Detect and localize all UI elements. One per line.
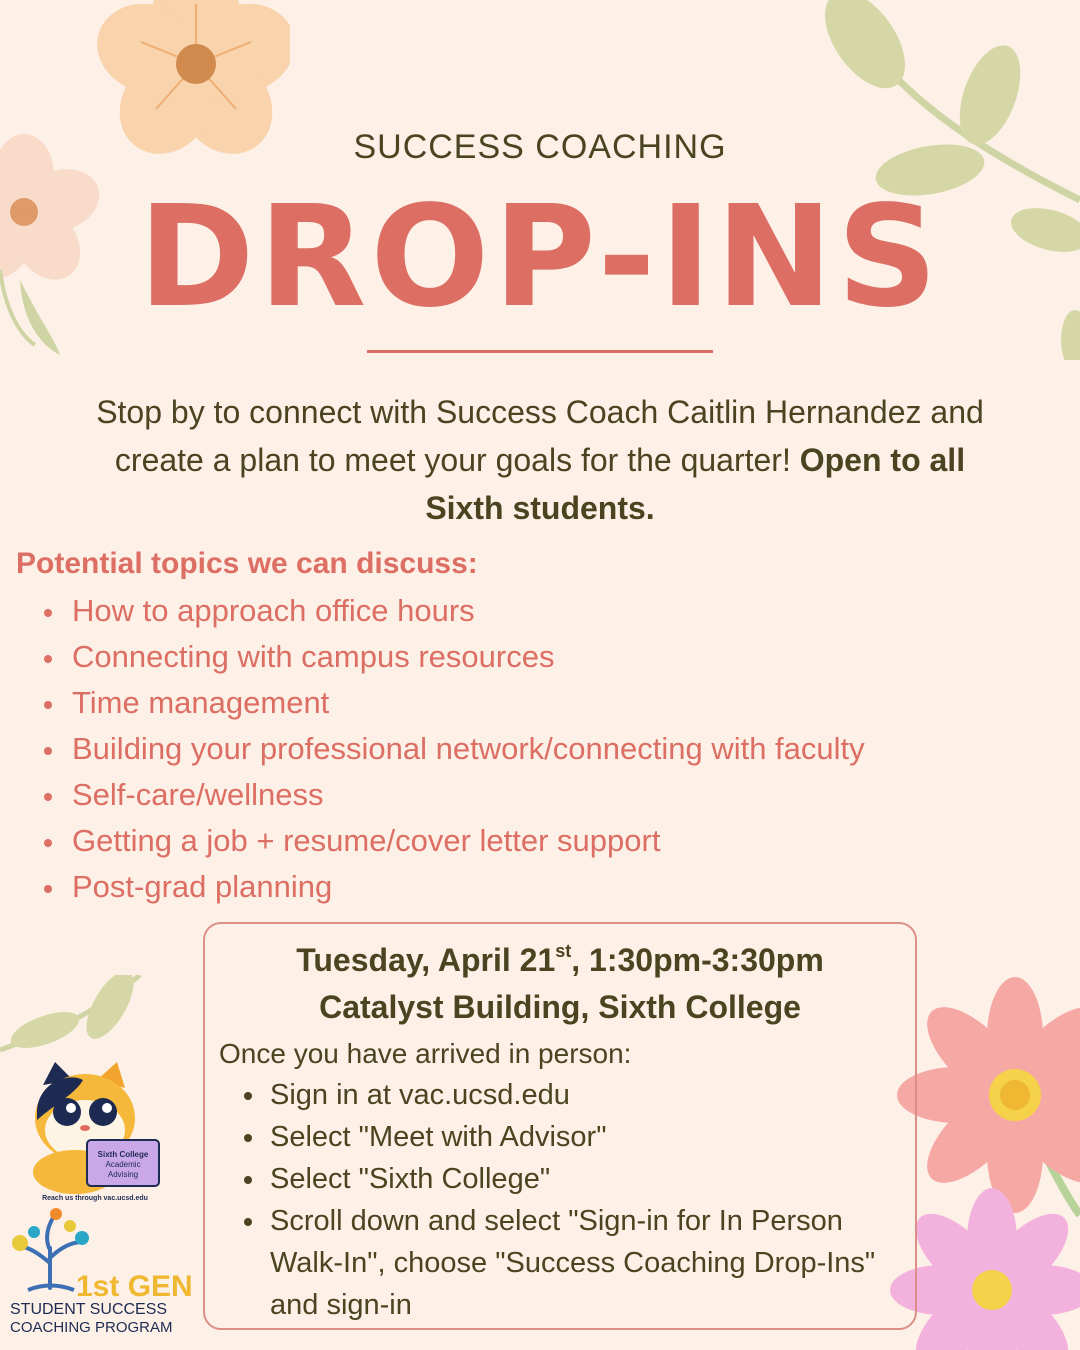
list-item: Connecting with campus resources: [40, 634, 865, 680]
intro-line-2: [30, 436, 1050, 484]
list-item: Select "Meet with Advisor": [236, 1116, 906, 1158]
title-divider: [367, 350, 713, 353]
event-location: Catalyst Building, Sixth College: [319, 989, 801, 1025]
mascot-logo: [25, 1060, 165, 1205]
list-item: Post-grad planning: [40, 864, 865, 910]
mascot-caption: Reach us through vac.ucsd.edu: [42, 1195, 148, 1202]
intro-line-2-emphasis: Open to all: [799, 442, 966, 478]
event-date-time: [203, 938, 917, 982]
intro-line-2-text: create a plan to meet your goals for the quarter!: [114, 442, 800, 478]
list-item: Scroll down and select "Sign-in for In Person Walk-In", choose "Success Coaching Drop-Ins" and sign-in: [236, 1200, 906, 1326]
event-eyebrow: SUCCESS COACHING: [353, 128, 727, 166]
topics-heading: Potential topics we can discuss:: [16, 547, 478, 580]
arrival-heading: Once you have arrived in person:: [219, 1038, 632, 1069]
list-item: Time management: [40, 680, 865, 726]
list-item: Self-care/wellness: [40, 772, 865, 818]
intro-line-3: [30, 484, 1050, 532]
intro-line-3-emphasis: Sixth students.: [425, 490, 655, 526]
event-time: , 1:30pm-3:30pm: [571, 942, 824, 978]
topics-list: [40, 588, 865, 910]
list-item: Building your professional network/connecting with faculty: [40, 726, 865, 772]
first-gen-program-logo: [8, 1208, 193, 1338]
mascot-badge-line-3: Advising: [107, 1170, 139, 1179]
intro-line-1: Stop by to connect with Success Coach Caitlin Hernandez and: [96, 394, 984, 430]
list-item: Select "Sixth College": [236, 1158, 906, 1200]
page-title: DROP-INS: [138, 176, 942, 339]
list-item: Sign in at vac.ucsd.edu: [236, 1074, 906, 1116]
list-item: How to approach office hours: [40, 588, 865, 634]
event-date: Tuesday, April 21: [296, 942, 556, 978]
program-logo-line-2: STUDENT SUCCESS: [10, 1301, 168, 1318]
arrival-steps: [236, 1074, 906, 1326]
mascot-badge-line-1: Sixth College: [97, 1150, 149, 1159]
program-logo-title: 1st GEN: [76, 1270, 193, 1303]
mascot-badge-line-2: Academic: [105, 1160, 141, 1169]
intro-paragraph: [30, 388, 1050, 532]
list-item: Getting a job + resume/cover letter support: [40, 818, 865, 864]
program-logo-line-3: COACHING PROGRAM: [10, 1319, 173, 1336]
event-date-suffix: st: [555, 941, 572, 961]
